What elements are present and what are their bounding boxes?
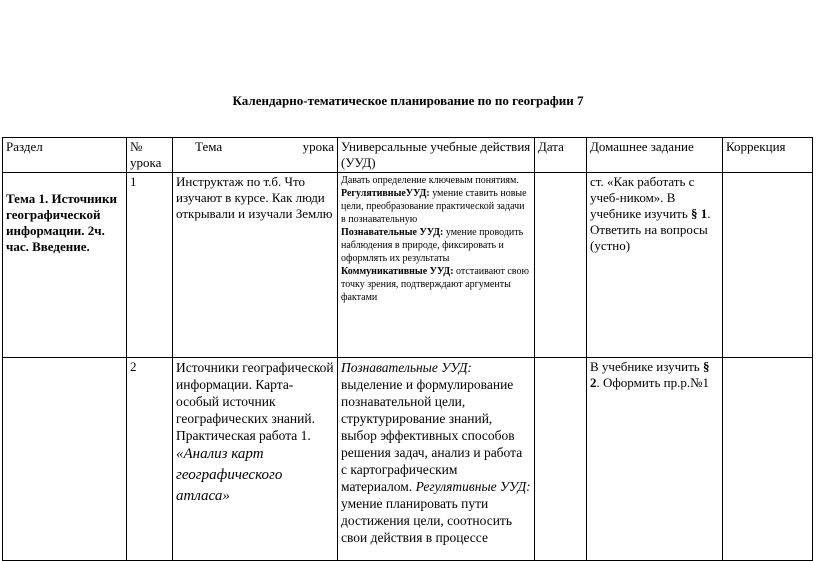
header-homework: Домашнее задание (587, 138, 723, 173)
uud-cog-label: Познавательные УУД: (341, 227, 444, 238)
table-header-row (3, 138, 813, 173)
cell-date (535, 358, 587, 561)
cell-lesson-no: 1 (127, 173, 173, 358)
uud-cog-text: выделение и формулирование познавательной цели, структурирование знаний, выбор эффективных способов решения задач, анализ и работа с картографическим материалом. (341, 377, 523, 494)
topic-practical-title: Анализ карт географического атласа (176, 446, 283, 504)
homework-text-end: . Оформить пр.р.№1 (596, 375, 710, 390)
cell-uud (338, 358, 535, 561)
table-row (3, 173, 813, 358)
header-section: Раздел (3, 138, 127, 173)
homework-text: В учебнике изучить (590, 359, 703, 374)
cell-correction (723, 358, 813, 561)
uud-reg-text: умение ставить новые цели, преобразование практической задачи в познавательную (341, 188, 527, 225)
cell-homework (587, 173, 723, 358)
uud-com-label: Коммуникативные УУД: (341, 266, 454, 277)
uud-intro: Давать определение ключевым понятиям. (341, 175, 519, 186)
cell-homework (587, 358, 723, 561)
cell-uud (338, 173, 535, 358)
quote-open: « (176, 446, 184, 462)
uud-reg-label: Регулятивные УУД: (415, 479, 531, 494)
header-topic: Тема урока (173, 138, 338, 173)
topic-text: Источники географической информации. Карта- особый источник географических знаний. Практическая работа 1. (176, 360, 334, 443)
cell-lesson-no: 2 (127, 358, 173, 561)
header-date: Дата (535, 138, 587, 173)
homework-text-end: . Ответить на вопросы (устно) (590, 206, 711, 253)
header-lesson-no: № урока (127, 138, 173, 173)
table-row (3, 358, 813, 561)
uud-cog-label: Познавательные УУД: (341, 360, 472, 375)
cell-section (3, 358, 127, 561)
cell-section: Тема 1. Источники географической информации. 2ч. час. Введение. (3, 173, 127, 358)
header-uud: Универсальные учебные действия (УУД) (338, 138, 535, 173)
cell-topic: Инструктаж по т.б. Что изучают в курсе. Как люди открывали и изучали Землю (173, 173, 338, 358)
uud-reg-text: умение планировать пути достижения цели, соотносить свои действия в процессе (341, 496, 512, 545)
uud-reg-label: РегулятивныеУУД: (341, 188, 430, 199)
homework-paragraph: § 2 (590, 359, 710, 390)
topic-practical (176, 446, 282, 504)
document-title: Календарно-тематическое планирование по по географии 7 (232, 93, 584, 108)
quote-close: » (222, 488, 230, 504)
header-correction: Коррекция (723, 138, 813, 173)
cell-topic (173, 358, 338, 561)
cell-date (535, 173, 587, 358)
homework-paragraph: § 1 (691, 206, 708, 221)
uud-cog-text: умение проводить наблюдения в природе, фиксировать и оформлять их результаты (341, 227, 524, 264)
homework-text: ст. «Как работать с учеб-ником». В учебнике изучить (590, 174, 695, 221)
planning-table (2, 137, 813, 561)
uud-com-text: отстаивают свою точку зрения, подтверждают аргументы фактами (341, 266, 529, 303)
cell-correction (723, 173, 813, 358)
